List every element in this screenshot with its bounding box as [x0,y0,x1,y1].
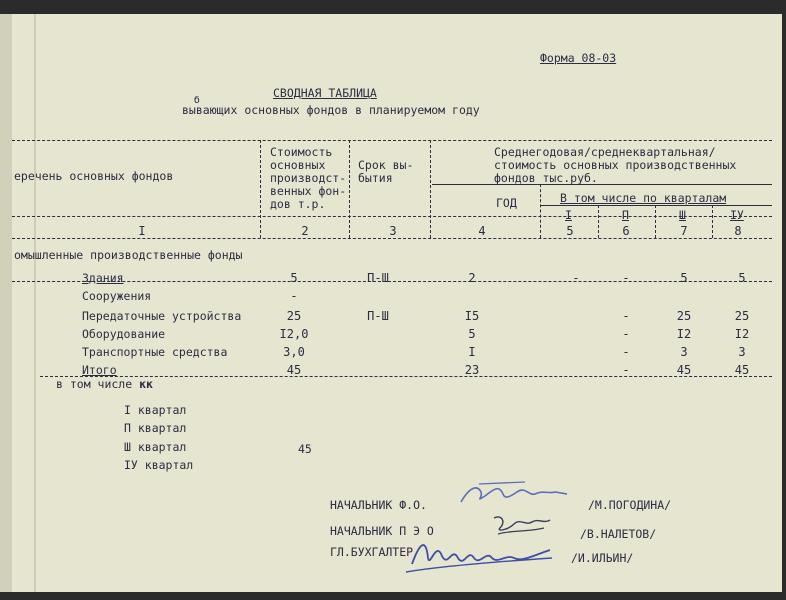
cell-q2: - [622,327,630,341]
header-year: ГОД [496,196,517,210]
signature-title-1: НАЧАЛЬНИК Ф.О. [330,498,427,512]
header-term-line: Срок вы- [358,158,414,172]
cell-q2: - [622,345,630,359]
header-average-line: стоимость основных производственных [494,158,737,172]
cell-q1: - [572,271,580,285]
subtitle-prefix: вы [182,103,196,117]
header-cost-line: основных [270,158,326,172]
col-number-3: 3 [389,224,397,238]
cell-q3: 45 [676,363,692,377]
col-number-6: 6 [622,224,630,238]
cell-term: П-Ш [367,309,389,323]
header-average-line: Среднегодовая/среднеквартальная/ [494,145,716,159]
col-number-2: 2 [301,224,309,238]
col-divider-6 [655,205,656,238]
header-cost [270,146,346,211]
subtitle-insert: б [193,95,200,106]
cell-cost: 5 [290,271,298,285]
header-fund-list: еречень основных фондов [14,169,174,183]
header-quarter-4: IУ [730,208,744,222]
cell-year: 5 [468,327,476,341]
header-average-line: фондов тыс.руб. [494,171,598,185]
document-title: СВОДНАЯ ТАБЛИЦА [273,86,377,100]
header-term-line: бытия [358,171,393,185]
signature-title-2: НАЧАЛЬНИК П Э О [330,524,434,538]
quarter-3-value: 45 [298,442,312,456]
cell-q4: 3 [738,345,746,359]
header-cost-line: Стоимость [270,145,333,159]
cell-q3: 25 [676,309,692,323]
signature-name-1: /М.ПОГОДИНА/ [588,498,672,512]
cell-cost: 3,0 [283,345,305,359]
including-label [56,378,153,391]
including-text: в том числе [56,377,133,391]
handwritten-signature-3 [402,528,562,576]
cell-cost: - [290,289,298,303]
cell-q3: 5 [680,271,688,285]
quarter-item-2: П квартал [124,421,187,435]
cell-year: I5 [464,309,480,323]
cell-year: 23 [464,363,480,377]
header-term [358,159,413,185]
col-divider-7 [712,205,713,238]
col-divider-5 [598,205,599,238]
subtitle-rest: вающих основных фондов в планируемом году [195,103,480,117]
quarter-item-4: IУ квартал [124,458,194,472]
col-divider-1 [260,140,261,238]
cell-q2: - [622,271,630,285]
cell-q3: I2 [676,327,692,341]
col-number-1: I [138,224,146,238]
paper-crease [34,14,36,592]
col-number-4: 4 [478,224,486,238]
cell-q4: I2 [734,327,750,341]
row-name: Здания [82,271,124,285]
cell-year: I [468,345,476,359]
cell-q3: 3 [680,345,688,359]
cell-q4: 5 [738,271,746,285]
quarter-item-3: Ш квартал [124,440,187,454]
quarter-item-1: I квартал [124,403,187,417]
document-subtitle [182,95,480,117]
cell-q2: - [622,363,630,377]
table-top-rule [12,140,772,141]
header-quarter-3: Ш [679,208,686,222]
paper-edge [0,14,12,592]
col-number-5: 5 [566,224,574,238]
cell-cost: 45 [286,363,302,377]
cell-q4: 45 [734,363,750,377]
header-quarter-1: I [565,208,572,222]
row-name: Сооружения [82,289,152,303]
col-divider-4 [540,184,541,238]
numbers-bottom-rule [12,238,772,239]
signature-title-3: ГЛ.БУХГАЛТЕР [330,545,414,559]
header-cost-line: венных фон- [270,184,347,198]
form-number: Форма 08-03 [540,51,617,65]
quarter-title-rule [540,205,772,206]
row-name: Итого [82,363,117,377]
col-divider-3 [430,140,431,238]
cell-q4: 25 [734,309,750,323]
cell-term: П-Ш [367,271,389,285]
row-name: Оборудование [82,327,166,341]
cell-cost: 25 [286,309,302,323]
row-name: Передаточные устройства [82,309,242,323]
cell-cost: I2,0 [279,327,309,341]
header-cost-line: дов т.р. [270,197,326,211]
col-divider-2 [349,140,350,238]
including-mark: кк [139,377,153,391]
row-name: Транспортные средства [82,345,228,359]
header-bottom-rule [12,216,772,217]
header-average [494,146,736,185]
signature-name-2: /В.НАЛЕТОВ/ [580,527,657,541]
cell-q2: - [622,309,630,323]
header-cost-line: производст- [270,171,347,185]
col-number-7: 7 [680,224,688,238]
header-quarter-2: П [622,208,629,222]
col-number-8: 8 [734,224,742,238]
header-quarters-title: В том числе по кварталам [560,191,727,205]
cell-year: 2 [468,271,476,285]
signature-name-3: /И.ИЛЬИН/ [571,551,634,565]
section-title: омышленные производственные фонды [14,248,243,262]
handwritten-signature-1 [455,478,575,512]
